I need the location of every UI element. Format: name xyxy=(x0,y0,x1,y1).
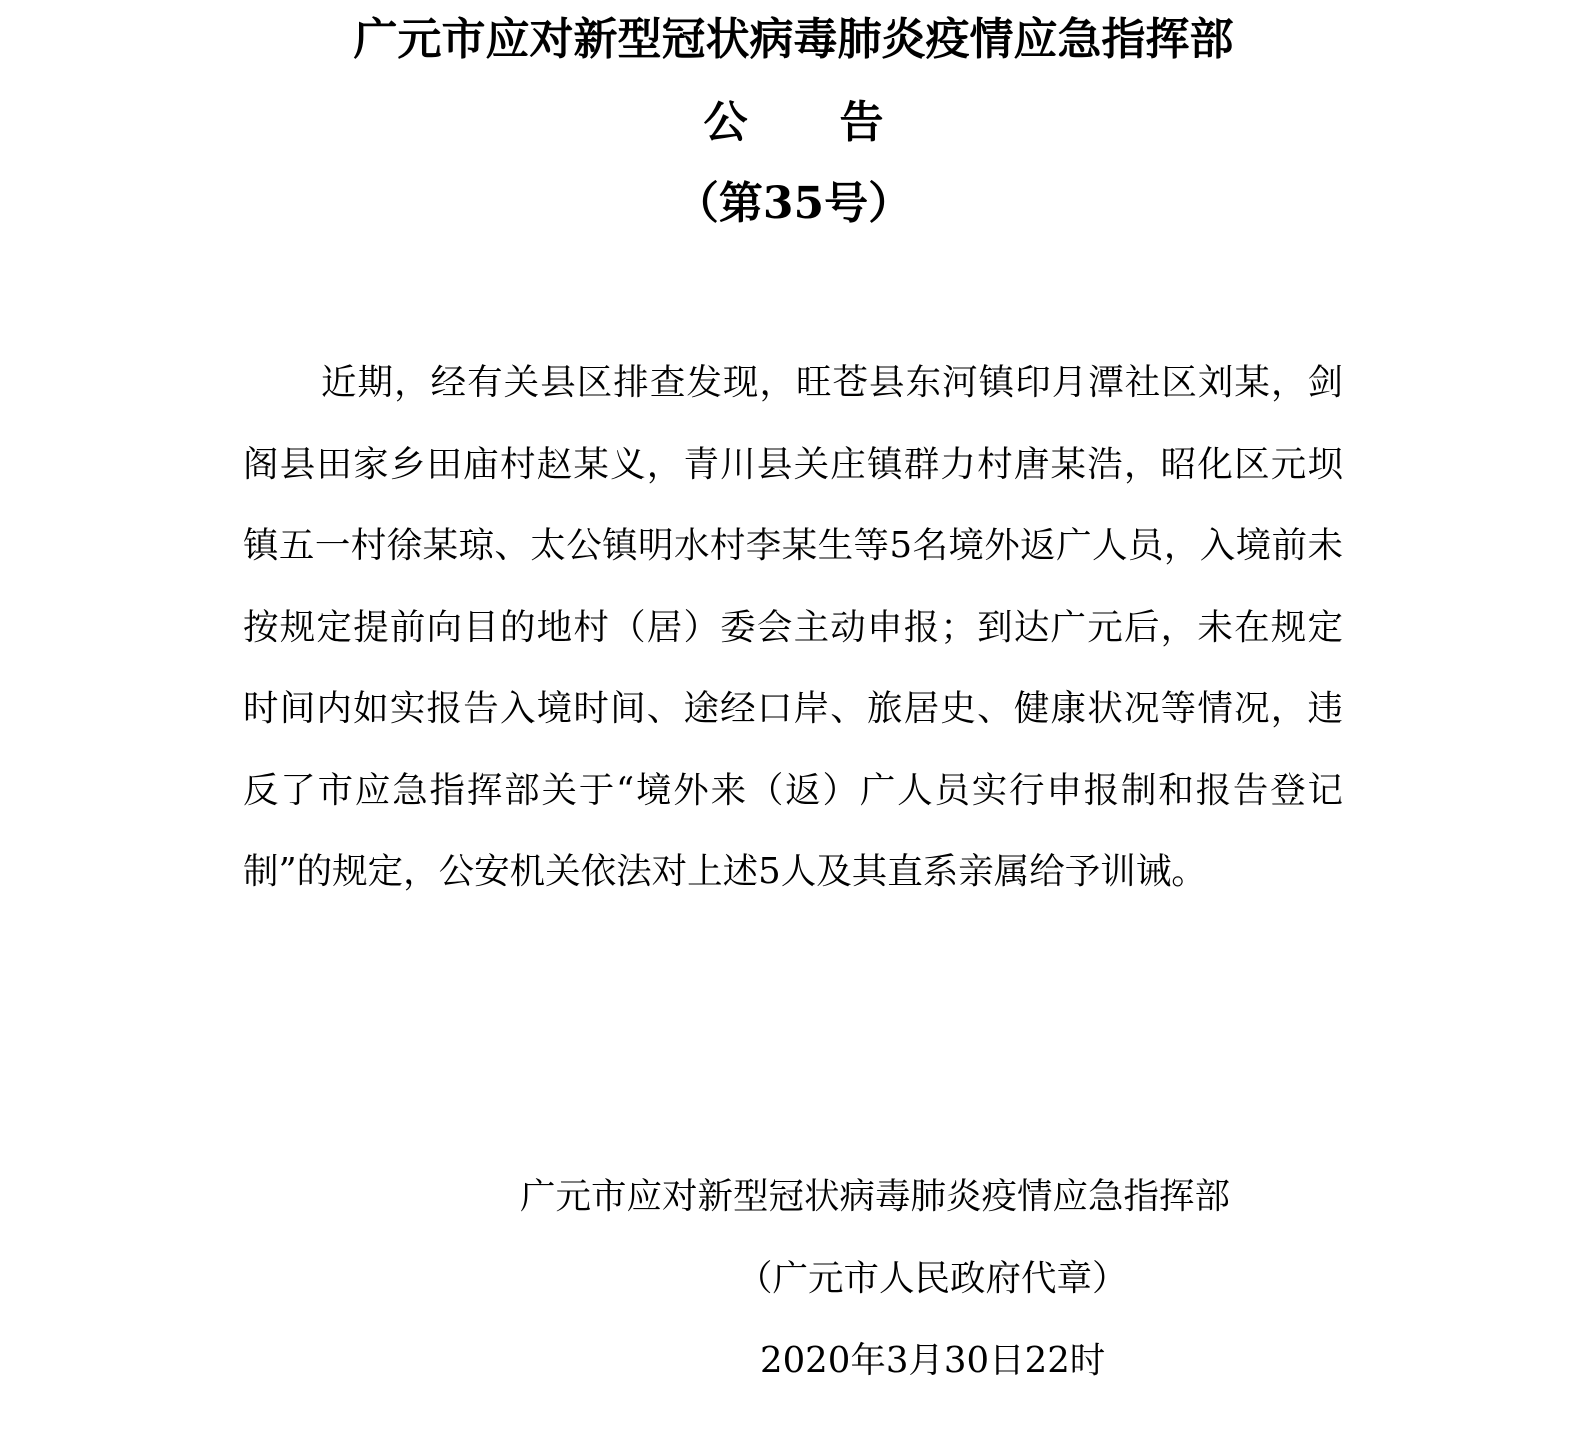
document-title: 广元市应对新型冠状病毒肺炎疫情应急指挥部 xyxy=(353,14,1234,65)
document-type-heading: 公告 xyxy=(703,97,976,148)
document-number: （第35号） xyxy=(674,178,913,229)
signature-date: 2020年3月30日22时 xyxy=(760,1340,1106,1381)
announcement-body-paragraph: 近期，经有关县区排查发现，旺苍县东河镇印月潭社区刘某，剑阁县田家乡田庙村赵某义，青川县关庄镇群力村唐某浩，昭化区元坝镇五一村徐某琼、太公镇明水村李某生等5名境外返广人员，入境前未按规定提前向目的地村（居）委会主动申报；到达广元后，未在规定时间内如实报告入境时间、途经口岸、旅居史、健康状况等情况，违反了市应急指挥部关于“境外来（返）广人员实行申报制和报告登记制”的规定，公安机关依法对上述5人及其直系亲属给予训诫。 xyxy=(243,362,1343,892)
signature-organization: 广元市应对新型冠状病毒肺炎疫情应急指挥部 xyxy=(520,1176,1231,1217)
signature-seal-note: （广元市人民政府代章） xyxy=(737,1258,1128,1299)
